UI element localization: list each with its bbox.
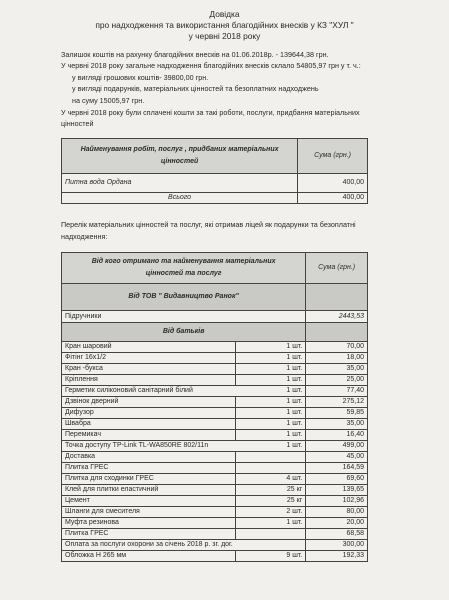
table-row [62, 342, 368, 353]
item-name: Дифузор [62, 408, 236, 419]
item-sum: 164,59 [306, 463, 368, 474]
table-header-row [62, 139, 368, 174]
item-sum: 25,00 [306, 375, 368, 386]
table-row [62, 507, 368, 518]
item-sum: 45,00 [306, 452, 368, 463]
table-row [62, 174, 368, 193]
table-header-sum: Сума (грн.) [306, 253, 368, 284]
goods-text-1: у вигляді подарунків, матеріальних цінностей та безоплатних надходжень [72, 84, 319, 93]
table-header-sum: Сума (грн.) [298, 139, 368, 174]
list-intro-1: Перелік матеріальних цінностей та послуг, які отримав ліцей як подарунки та безоплатні [61, 220, 356, 229]
item-sum: 59,85 [306, 408, 368, 419]
item-sum: 16,40 [306, 430, 368, 441]
table-row [62, 375, 368, 386]
item-sum: 300,00 [306, 540, 368, 551]
doc-title: Довідка [209, 9, 240, 19]
item-name: Кран шаровий [62, 342, 236, 353]
item-qty: 1 шт. [236, 353, 306, 364]
table-row [62, 430, 368, 441]
table-row [62, 463, 368, 474]
item-qty: 1 шт. [236, 342, 306, 353]
item-sum: 80,00 [306, 507, 368, 518]
table-row [62, 485, 368, 496]
donations-table [61, 252, 368, 562]
item-sum: 69,60 [306, 474, 368, 485]
item-qty: 1 шт. [236, 375, 306, 386]
item-name: Плитка для сходинки ГРЕС [62, 474, 236, 485]
balance-text: Залишок коштів на рахунку благодійних внесків на 01.06.2018р. - 139644,38 грн. [61, 50, 329, 59]
total-label: Всього [62, 193, 298, 204]
table-header-name: Найменування робіт, послуг , придбаних матеріальних цінностей [62, 139, 298, 174]
item-sum: 192,33 [306, 551, 368, 562]
total-row [62, 193, 368, 204]
table-row [62, 540, 368, 551]
item-qty: 1 шт. [236, 518, 306, 529]
item-sum: 77,40 [306, 386, 368, 397]
item-qty [236, 540, 306, 551]
item-sum: 20,00 [306, 518, 368, 529]
item-sum: 35,00 [306, 364, 368, 375]
table-row [62, 364, 368, 375]
item-name: Оплата за послуги охорони за січень 2018 р. зг. дог. [62, 540, 236, 551]
item-sum: 499,00 [306, 441, 368, 452]
item-name: Доставка [62, 452, 236, 463]
table-row [62, 496, 368, 507]
section-row [62, 323, 368, 342]
cash-text: у вигляді грошових коштів- 39800,00 грн. [72, 73, 209, 82]
item-qty [236, 463, 306, 474]
table-row [62, 452, 368, 463]
doc-subtitle: про надходження та використання благодійних внесків у КЗ "ХУЛ " [95, 20, 354, 30]
table-header-row [62, 253, 368, 284]
table-row [62, 311, 368, 323]
item-sum: 70,00 [306, 342, 368, 353]
item-name: Плитка ГРЕС [62, 529, 236, 540]
item-name: Плитка ГРЕС [62, 463, 236, 474]
item-sum: 139,65 [306, 485, 368, 496]
item-name: Перемикач [62, 430, 236, 441]
section-publisher: Від ТОВ " Видавництво Ранок" [62, 284, 306, 311]
item-qty: 1 шт. [236, 430, 306, 441]
table-row [62, 518, 368, 529]
item-sum: 18,00 [306, 353, 368, 364]
item-name: Цемент [62, 496, 236, 507]
item-qty: 1 шт. [236, 419, 306, 430]
item-qty [236, 452, 306, 463]
table-row [62, 441, 368, 452]
row-sum: 400,00 [298, 174, 368, 193]
item-name: Клей для плитки еластичний [62, 485, 236, 496]
item-sum: 35,00 [306, 419, 368, 430]
item-qty: 1 шт. [236, 386, 306, 397]
total-sum: 400,00 [298, 193, 368, 204]
item-name: Фітінг 16х1/2 [62, 353, 236, 364]
section-row [62, 284, 368, 311]
table-row [62, 408, 368, 419]
table-row [62, 397, 368, 408]
section-parents: Від батьків [62, 323, 306, 342]
item-name: Дзвінок дверний [62, 397, 236, 408]
table-row [62, 419, 368, 430]
item-qty: 9 шт. [236, 551, 306, 562]
table-row [62, 474, 368, 485]
item-sum: 102,96 [306, 496, 368, 507]
item-rows [62, 342, 368, 562]
item-qty: 4 шт. [236, 474, 306, 485]
table-row [62, 529, 368, 540]
payments-table [61, 138, 368, 204]
item-name: Шланги для смесителя [62, 507, 236, 518]
table-header-source: Від кого отримано та найменування матеріальних цінностей та послуг [62, 253, 306, 284]
row-name: Питна вода Ордана [62, 174, 298, 193]
item-name: Муфта резинова [62, 518, 236, 529]
row-name: Підручники [62, 311, 306, 323]
item-name: Кран -букса [62, 364, 236, 375]
spent-text-2: цінностей [61, 119, 94, 128]
item-sum: 68,58 [306, 529, 368, 540]
item-name: Кріплення [62, 375, 236, 386]
spent-text-1: У червні 2018 року були сплачені кошти за такі роботи, послуги, придбання матеріальних [61, 108, 360, 117]
item-name: Герметик силіконовий санітарний білий [62, 386, 236, 397]
doc-period: у червні 2018 року [188, 31, 261, 41]
item-qty: 1 шт. [236, 441, 306, 452]
row-sum: 2443,53 [306, 311, 368, 323]
item-qty: 2 шт. [236, 507, 306, 518]
item-qty: 1 шт. [236, 364, 306, 375]
table-row [62, 353, 368, 364]
item-name: Обложка Н 265 мм [62, 551, 236, 562]
list-intro-2: надходження: [61, 232, 108, 241]
table-row [62, 386, 368, 397]
item-qty: 1 шт. [236, 397, 306, 408]
table-row [62, 551, 368, 562]
item-qty [236, 529, 306, 540]
goods-text-2: на суму 15005,97 грн. [72, 96, 145, 105]
item-name: Швабра [62, 419, 236, 430]
item-name: Точка доступу TP-Link TL-WA850RE 802/11n [62, 441, 236, 452]
item-qty: 25 кг [236, 496, 306, 507]
item-qty: 25 кг [236, 485, 306, 496]
item-sum: 275,12 [306, 397, 368, 408]
total-income-text: У червні 2018 року загальне надходження благодійних внесків склало 54805,97 грн у т. ч.: [61, 61, 361, 70]
item-qty: 1 шт. [236, 408, 306, 419]
